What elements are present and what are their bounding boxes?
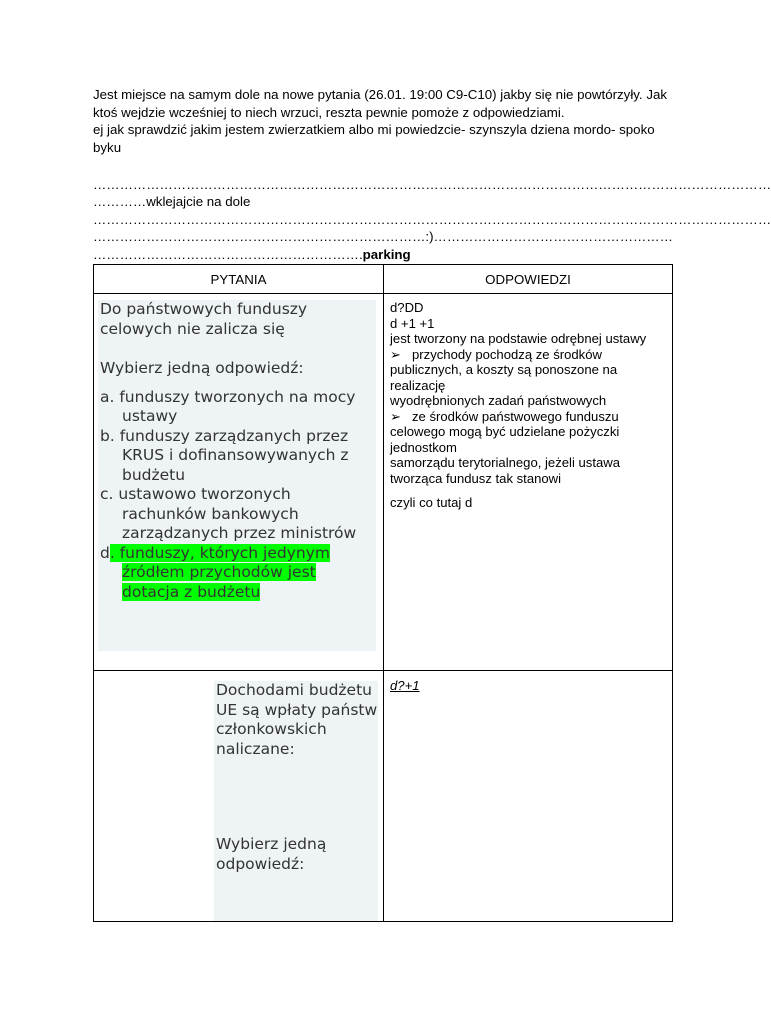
answer-cell-1 [384,294,673,671]
option-d-letter: d [100,543,110,562]
question-cell-1 [94,294,384,671]
dotted-line-4: …………………………………………………………………:)……………………………………………… [93,229,673,244]
answer-1-bullet-1-text: przychody pochodzą ze środków publicznych, a koszty są ponoszone na realizację [390,346,618,393]
answer-1-line-6: czyli co tutaj d [390,495,473,510]
dotted-line-5 [93,247,678,263]
option-d [98,544,376,603]
question-prompt-2: Wybierz jedną odpowiedź: [216,835,327,873]
answer-cell-2 [384,671,673,922]
answer-text-1 [384,294,672,511]
option-b: b. funduszy zarządzanych przez KRUS i dofinansowywanych z budżetu [100,426,349,484]
question-stem-1: Do państwowych funduszy celowych nie zalicza się [100,300,308,338]
answer-1-bullet-2-text: ze środków państwowego funduszu celowego mogą być udzielane pożyczki jednostkom [390,408,620,455]
arrow-bullet-icon: ➢ [390,408,401,424]
answer-1-line-3: jest tworzony na podstawie odrębnej ustawy [390,331,647,346]
option-a: a. funduszy tworzonych na mocy ustawy [100,387,356,425]
table-header-row [94,265,673,294]
question-box-2 [214,681,378,921]
intro-line-1: Jest miejsce na samym dole na nowe pytania (26.01. 19:00 C9-C10) jakby się nie powtórzyły. Jak ktoś wejdzie wcześniej to niech wrzuci, reszta pewnie pomoże z odpowiedziami. [93,87,668,120]
question-cell-2 [94,671,384,922]
option-d-highlighted: . funduszy, których jedynym źródłem przychodów jest dotacja z budżetu [109,543,331,601]
table-row [94,294,673,671]
header-questions: PYTANIA [94,265,384,294]
answer-1-line-4: wyodrębnionych zadań państwowych [390,393,607,408]
dotted-line-2: …………wklejajcie na dole [93,194,251,209]
table-row [94,671,673,922]
dotted-line-3: ……………………………………………………………………………………………………………………………………… [93,212,771,227]
dotted-line-1: ……………………………………………………………………………………………………………………………………… [93,177,771,192]
answer-1-bullet-2 [390,409,666,456]
dotted-line-5-dots: ……………………………………………………. [93,247,363,262]
arrow-bullet-icon: ➢ [390,346,401,362]
header-answers: ODPOWIEDZI [384,265,673,294]
question-stem-2: Dochodami budżetu UE są wpłaty państw członkowskich naliczane: [216,681,378,758]
answer-1-line-1: d?DD [390,300,424,315]
qa-table [93,264,673,922]
intro-line-2: ej jak sprawdzić jakim jestem zwierzatkiem albo mi powiedzcie- szynszyla dziena mordo- spoko byku [93,122,655,155]
answer-1-bullet-1 [390,347,666,394]
intro-text [93,86,683,156]
question-prompt-1: Wybierz jedną odpowiedź: [100,359,304,377]
option-c: c. ustawowo tworzonych rachunków bankowych zarządzanych przez ministrów [100,485,357,542]
answer-1-line-5: samorządu terytorialnego, jeżeli ustawa tworząca fundusz tak stanowi [390,455,620,486]
answer-1-line-2: d +1 +1 [390,315,435,331]
parking-label: parking [362,247,411,262]
question-box-1 [98,300,376,651]
answer-2-line-1: d?+1 [390,678,420,693]
